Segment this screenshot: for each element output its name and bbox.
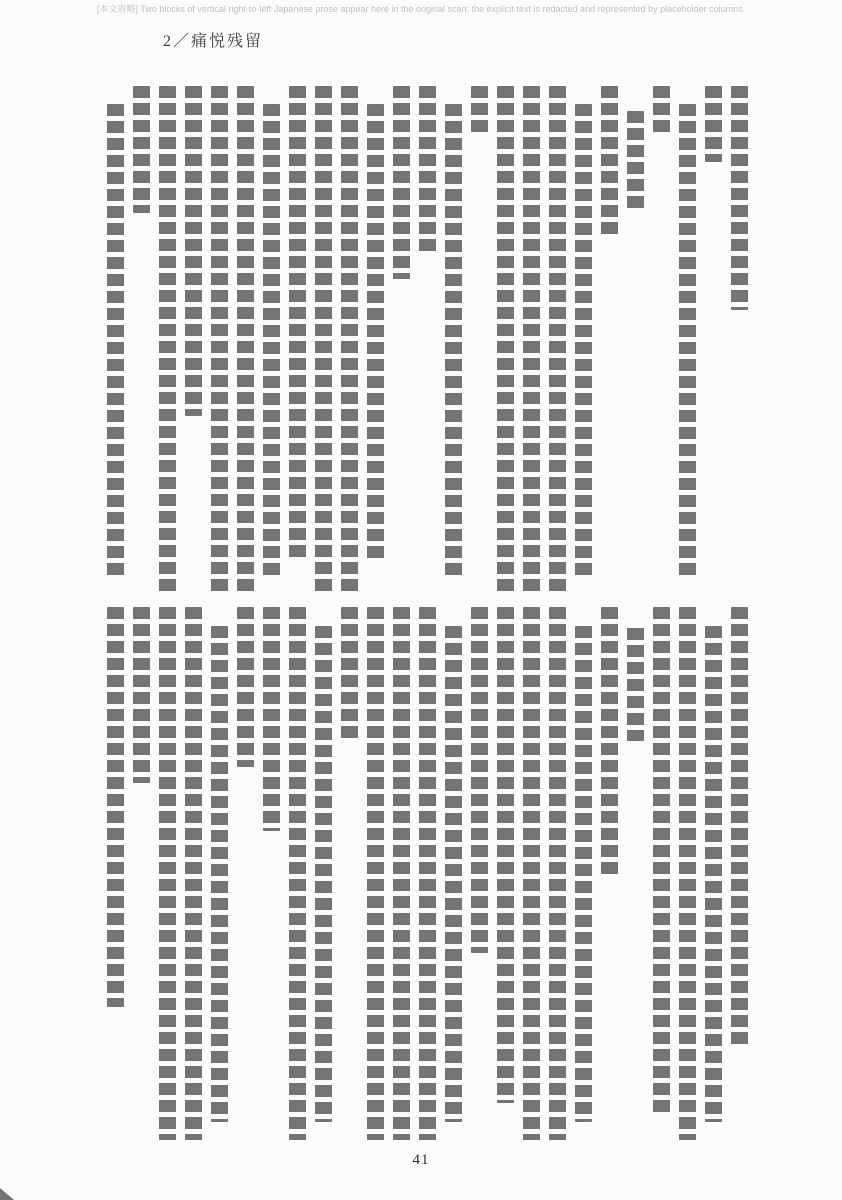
text-column-redacted xyxy=(497,607,514,1103)
text-column-redacted xyxy=(211,626,228,1122)
text-column-redacted xyxy=(601,607,618,874)
text-column-redacted xyxy=(705,626,722,1122)
page-header: 2／痛悦残留 xyxy=(163,33,264,50)
text-column-redacted xyxy=(653,607,670,1113)
text-column-redacted xyxy=(315,86,332,594)
text-column-redacted xyxy=(419,86,436,254)
text-column-redacted xyxy=(289,86,306,558)
body-text-block-bottom xyxy=(107,607,748,1140)
text-column-redacted xyxy=(159,607,176,1140)
text-column-redacted xyxy=(211,86,228,594)
page-number: 41 xyxy=(412,1152,430,1168)
text-column-redacted xyxy=(653,86,670,132)
text-column-redacted xyxy=(107,607,124,1007)
text-column-redacted xyxy=(393,86,410,279)
text-column-redacted xyxy=(315,626,332,1122)
text-column-redacted xyxy=(341,86,358,594)
text-column-redacted xyxy=(263,607,280,831)
scan-artifact xyxy=(0,1188,14,1200)
text-column-redacted xyxy=(237,607,254,767)
text-column-redacted xyxy=(341,607,358,740)
text-column-redacted xyxy=(107,104,124,577)
text-column-redacted xyxy=(575,626,592,1122)
redaction-note: [本文省略] Two blocks of vertical right-to-left Japanese prose appear here in the original scan; the explicit text is redacted and represented by placeholder columns. xyxy=(96,4,746,14)
text-column-redacted xyxy=(679,104,696,577)
text-column-redacted xyxy=(419,607,436,1140)
text-column-redacted xyxy=(731,607,748,1044)
text-column-redacted xyxy=(133,86,150,213)
text-column-redacted xyxy=(289,607,306,1140)
text-column-redacted xyxy=(549,86,566,594)
text-column-redacted xyxy=(133,607,150,783)
text-column-redacted xyxy=(393,607,410,1140)
text-column-redacted xyxy=(705,86,722,162)
text-column-redacted xyxy=(497,86,514,594)
text-column-redacted xyxy=(627,111,644,208)
text-column-redacted xyxy=(237,86,254,594)
text-column-redacted xyxy=(445,104,462,577)
text-column-redacted xyxy=(159,86,176,594)
text-column-redacted xyxy=(367,104,384,560)
text-column-redacted xyxy=(601,86,618,238)
text-column-redacted xyxy=(549,607,566,1140)
text-column-redacted xyxy=(575,104,592,577)
body-text-block-top xyxy=(107,86,748,594)
text-column-redacted xyxy=(471,607,488,953)
text-column-redacted xyxy=(445,626,462,1122)
text-column-redacted xyxy=(679,607,696,1140)
text-column-redacted xyxy=(471,86,488,132)
text-column-redacted xyxy=(367,607,384,1140)
text-column-redacted xyxy=(185,607,202,1140)
text-column-redacted xyxy=(185,86,202,416)
text-column-redacted xyxy=(731,86,748,310)
text-column-redacted xyxy=(627,628,644,741)
text-column-redacted xyxy=(263,104,280,577)
text-column-redacted xyxy=(523,86,540,594)
text-column-redacted xyxy=(523,607,540,1140)
